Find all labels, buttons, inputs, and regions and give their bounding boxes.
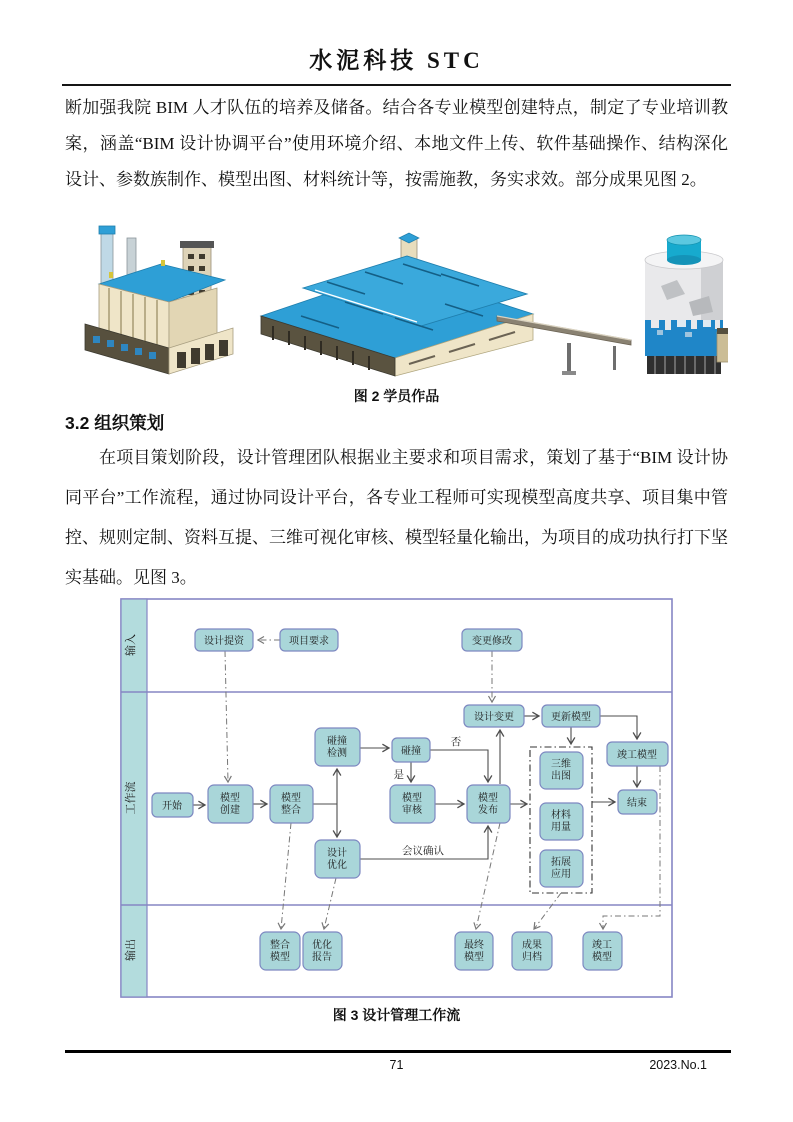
preheater-building-render	[85, 226, 233, 374]
silo-render	[645, 235, 728, 374]
flow-node-final-model	[455, 932, 493, 970]
journal-title: 水泥科技 STC	[309, 48, 484, 73]
svg-text:设计优化: 设计优化	[327, 848, 347, 871]
flow-node-clash-detect	[315, 728, 360, 766]
flow-node-clash	[392, 738, 430, 762]
svg-text:拓展应用: 拓展应用	[551, 857, 571, 880]
edge-label-yes: 是	[393, 770, 404, 781]
svg-text:三维出图: 三维出图	[551, 759, 571, 782]
svg-text:更新模型: 更新模型	[551, 712, 591, 723]
svg-text:最终模型: 最终模型	[464, 940, 484, 963]
lane-label-input: 输入	[125, 634, 137, 656]
edge-label-meeting: 会议确认	[402, 846, 444, 857]
flow-node-model-publish	[467, 785, 510, 823]
svg-text:材料用量: 材料用量	[551, 810, 571, 833]
section-heading: 3.2 组织策划	[65, 413, 165, 433]
edge-label-no: 否	[450, 737, 462, 748]
flow-node-start	[152, 793, 193, 817]
svg-text:竣工模型: 竣工模型	[617, 750, 657, 761]
footer-rule	[65, 1050, 731, 1053]
flow-node-change-modify	[462, 629, 522, 651]
svg-text:开始: 开始	[162, 801, 182, 812]
body-paragraph-1: 断加强我院 BIM 人才队伍的培养及储备。结合各专业模型创建特点，制定了专业培训教案，涵盖“BIM 设计协调平台”使用环境介绍、本地文件上传、软件基础操作、结构深化设计、参数族制作、模型出图、材料统计等，按需施教，务实求效。部分成果见图 2。	[65, 98, 728, 189]
page-number: 71	[389, 1058, 404, 1072]
svg-text:项目要求: 项目要求	[289, 636, 329, 647]
issue-number: 2023.No.1	[649, 1058, 707, 1072]
svg-text:变更修改: 变更修改	[472, 636, 512, 647]
flow-node-asbuilt-model	[607, 742, 668, 766]
flow-node-extended-app	[540, 850, 583, 887]
figure3-caption: 图 3 设计管理工作流	[332, 1007, 461, 1023]
svg-text:设计提资: 设计提资	[204, 636, 244, 647]
flow-node-model-review	[390, 785, 435, 823]
header-rule	[62, 84, 731, 86]
svg-text:优化报告: 优化报告	[312, 940, 332, 963]
flow-node-project-requirement	[280, 629, 338, 651]
svg-text:整合模型: 整合模型	[270, 940, 290, 963]
svg-text:模型整合: 模型整合	[281, 793, 301, 816]
flow-node-integrated-model	[260, 932, 300, 970]
svg-text:模型创建: 模型创建	[220, 793, 240, 816]
flow-node-update-model	[542, 705, 600, 727]
flow-node-asbuilt-model-out	[583, 932, 622, 970]
svg-text:模型审核: 模型审核	[402, 793, 422, 816]
flow-node-material-qty	[540, 803, 583, 840]
svg-text:模型发布: 模型发布	[478, 793, 498, 816]
flow-node-design-change	[464, 705, 524, 727]
flow-node-design-optimize	[315, 840, 360, 878]
svg-text:竣工模型: 竣工模型	[592, 940, 612, 963]
svg-text:碰撞检测: 碰撞检测	[327, 736, 347, 759]
flow-node-end	[618, 790, 657, 814]
figure2-image	[65, 224, 728, 379]
lane-label-workflow: 工作流	[125, 781, 137, 815]
figure2-caption: 图 2 学员作品	[353, 388, 440, 404]
flow-node-optimize-report	[303, 932, 342, 970]
svg-text:结束: 结束	[627, 798, 647, 809]
body-paragraph-2: 在项目策划阶段，设计管理团队根据业主要求和项目需求，策划了基于“BIM 设计协同平台”工作流程，通过协同设计平台，各专业工程师可实现模型高度共享、项目集中管控、规则定制、资料互提、三维可视化审核、模型轻量化输出，为项目的成功执行打下坚实基础。见图 3。	[65, 448, 728, 587]
workshop-building-render	[261, 233, 631, 376]
conveyor-gallery	[497, 316, 631, 375]
flow-node-3d-drawing	[540, 752, 583, 789]
svg-text:成果归档: 成果归档	[522, 940, 542, 963]
figure3-flowchart	[120, 598, 673, 998]
flow-node-model-create	[208, 785, 253, 823]
flow-node-model-integrate	[270, 785, 313, 823]
flow-node-design-input	[195, 629, 253, 651]
svg-text:设计变更: 设计变更	[474, 712, 514, 723]
flow-node-results-archive	[512, 932, 552, 970]
svg-text:碰撞: 碰撞	[401, 746, 421, 757]
lane-label-output: 输出	[125, 939, 137, 961]
